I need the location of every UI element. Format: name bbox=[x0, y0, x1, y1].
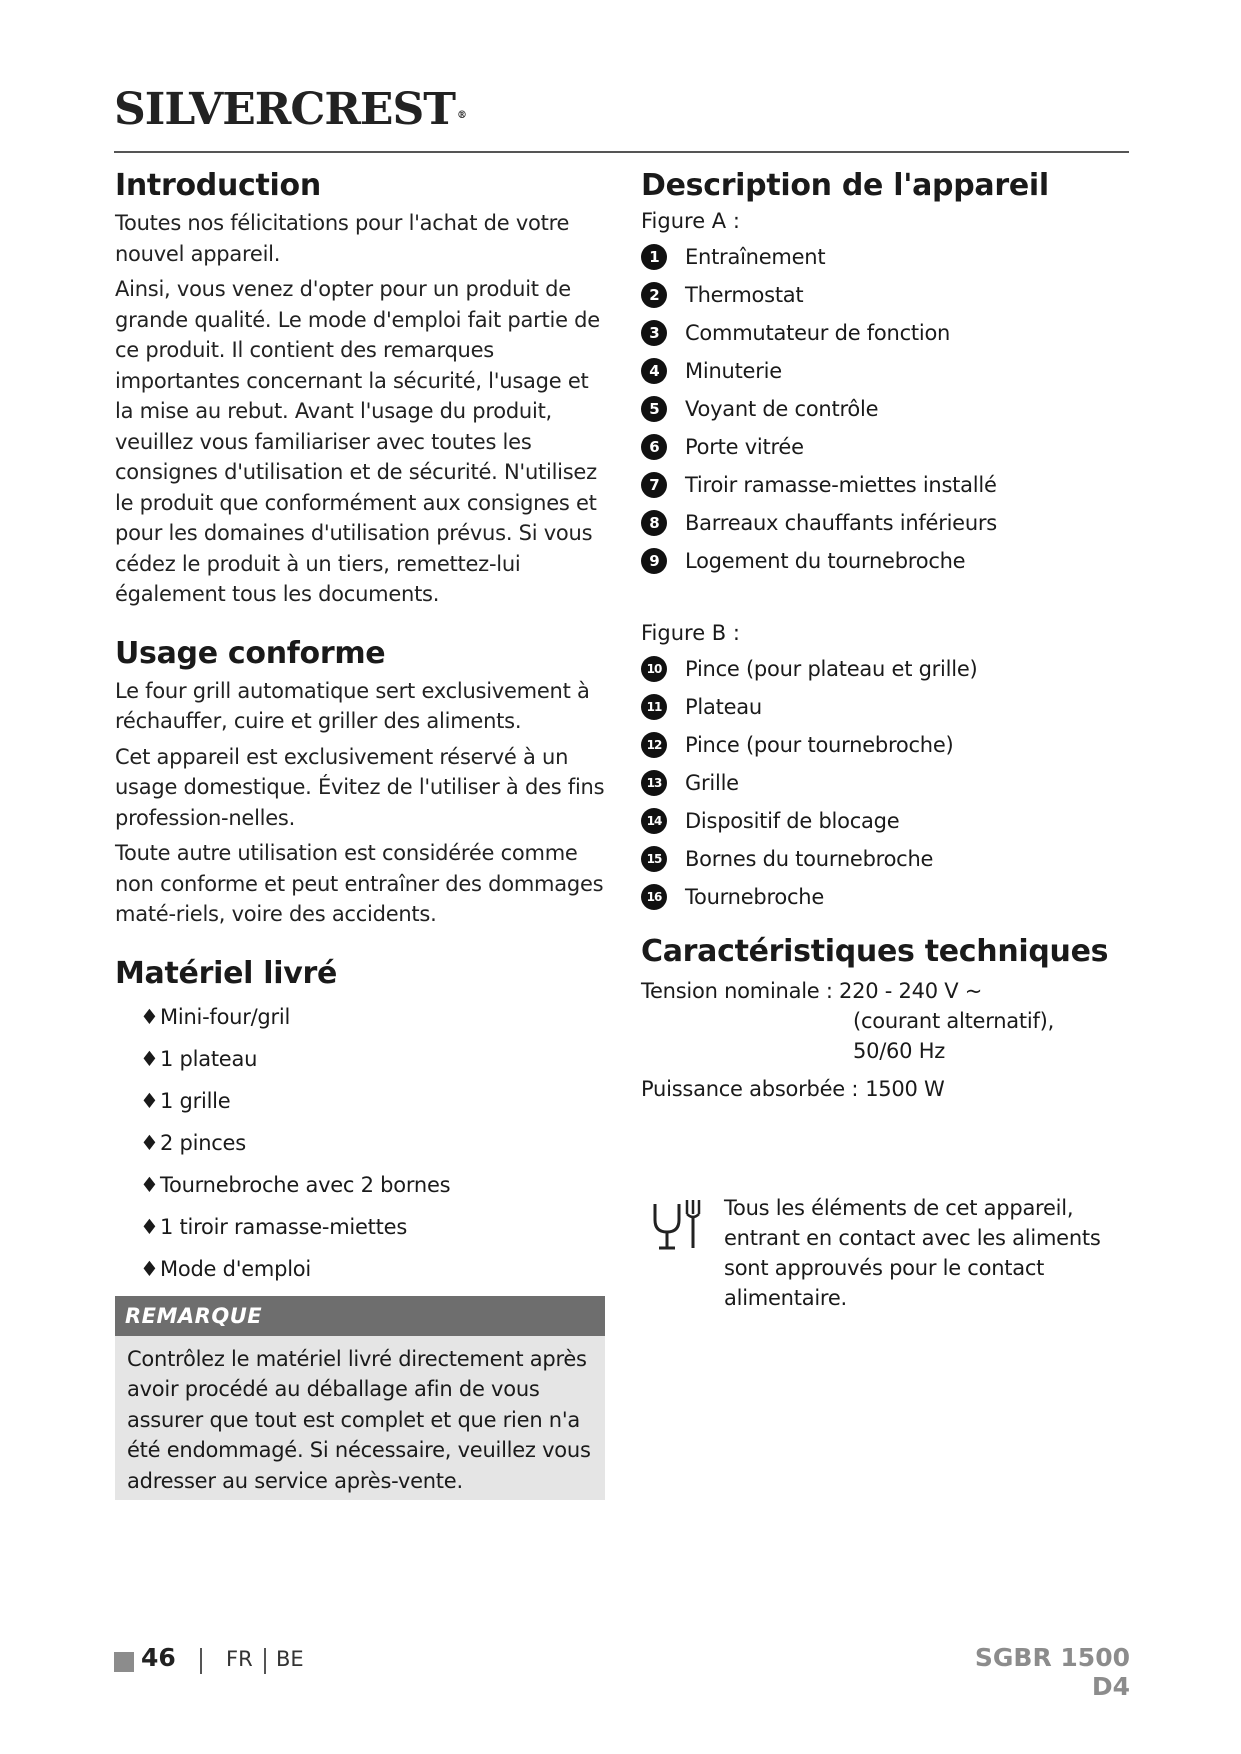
language-be: BE bbox=[276, 1647, 304, 1671]
remark-title: REMARQUE bbox=[115, 1296, 605, 1336]
usage-paragraph-2: Cet appareil est exclusivement réservé à un usage domestique. Évitez de l'utiliser à des fins profession-nelles. bbox=[115, 744, 605, 830]
part-number-badge: 1 bbox=[641, 244, 667, 270]
part-item bbox=[641, 242, 1141, 280]
language-fr: FR bbox=[226, 1647, 253, 1671]
part-number-badge: 15 bbox=[641, 846, 667, 872]
part-number-badge: 7 bbox=[641, 472, 667, 498]
page-number: 46 bbox=[141, 1643, 176, 1672]
list-item: ♦Mini-four/gril bbox=[115, 1002, 605, 1032]
food-safe-icon bbox=[651, 1190, 711, 1260]
part-label: Logement du tournebroche bbox=[685, 549, 966, 573]
part-number-badge: 11 bbox=[641, 694, 667, 720]
parts-list-b bbox=[641, 654, 1141, 920]
left-column bbox=[115, 166, 605, 1500]
part-label: Thermostat bbox=[685, 283, 804, 307]
tension-label: Tension nominale : bbox=[641, 979, 833, 1003]
part-number-badge: 5 bbox=[641, 396, 667, 422]
part-item bbox=[641, 768, 1141, 806]
part-item bbox=[641, 470, 1141, 508]
part-label: Dispositif de blocage bbox=[685, 809, 900, 833]
part-number-badge: 13 bbox=[641, 770, 667, 796]
usage-paragraph-1: Le four grill automatique sert exclusivement à réchauffer, cuire et griller des aliments. bbox=[115, 678, 590, 733]
parts-list-a bbox=[641, 242, 1141, 584]
part-item bbox=[641, 318, 1141, 356]
part-label: Pince (pour plateau et grille) bbox=[685, 657, 978, 681]
list-item: ♦2 pinces bbox=[115, 1128, 605, 1158]
part-item bbox=[641, 882, 1141, 920]
part-label: Porte vitrée bbox=[685, 435, 804, 459]
intro-paragraph-1: Toutes nos félicitations pour l'achat de votre nouvel appareil. bbox=[115, 211, 570, 266]
part-number-badge: 14 bbox=[641, 808, 667, 834]
registered-mark: ® bbox=[456, 110, 466, 121]
part-item bbox=[641, 546, 1141, 584]
logo-part-1: SILVER bbox=[114, 84, 291, 135]
specs-table bbox=[641, 976, 1141, 1104]
bullet-icon: ♦ bbox=[140, 1046, 159, 1071]
tension-value-3: 50/60 Hz bbox=[853, 1039, 946, 1063]
list-item: ♦1 grille bbox=[115, 1086, 605, 1116]
figure-a-label: Figure A : bbox=[641, 209, 740, 233]
part-label: Bornes du tournebroche bbox=[685, 847, 934, 871]
list-item: ♦Mode d'emploi bbox=[115, 1254, 605, 1284]
part-item bbox=[641, 654, 1141, 692]
part-item bbox=[641, 730, 1141, 768]
power-label: Puissance absorbée : bbox=[641, 1077, 859, 1101]
bullet-icon: ♦ bbox=[140, 1130, 159, 1155]
intro-paragraph-2: Ainsi, vous venez d'opter pour un produit de grande qualité. Le mode d'emploi fait partie de ce produit. Il contient des remarques importantes concernant la sécurité, l'usage et la mise au rebut. Avant l'usage du produit, veuillez vous familiariser avec toutes les consignes d'utilisation et de sécurité. N'utilisez le produit que conformément aux consignes et pour les domaines d'utilisation prévus. Si vous cédez le produit à un tiers, remettez-lui également tous les documents. bbox=[115, 277, 600, 606]
model-number: SGBR 1500 D4 bbox=[974, 1643, 1130, 1701]
tension-value-2: (courant alternatif), bbox=[853, 1009, 1054, 1033]
part-item bbox=[641, 356, 1141, 394]
usage-paragraph-3: Toute autre utilisation est considérée comme non conforme et peut entraîner des dommages maté-riels, voire des accidents. bbox=[115, 841, 604, 926]
footer-square-icon bbox=[114, 1652, 134, 1672]
list-item: ♦1 tiroir ramasse-miettes bbox=[115, 1212, 605, 1242]
bullet-icon: ♦ bbox=[140, 1172, 159, 1197]
part-item bbox=[641, 844, 1141, 882]
part-item bbox=[641, 394, 1141, 432]
intro-heading: Introduction bbox=[115, 168, 321, 203]
power-value: 1500 W bbox=[865, 1077, 945, 1101]
part-label: Tournebroche bbox=[685, 885, 825, 909]
part-number-badge: 12 bbox=[641, 732, 667, 758]
part-label: Barreaux chauffants inférieurs bbox=[685, 511, 997, 535]
footer-divider bbox=[200, 1648, 202, 1674]
specs-heading: Caractéristiques techniques bbox=[641, 934, 1109, 969]
part-item bbox=[641, 508, 1141, 546]
part-number-badge: 8 bbox=[641, 510, 667, 536]
part-number-badge: 16 bbox=[641, 884, 667, 910]
part-number-badge: 4 bbox=[641, 358, 667, 384]
bullet-icon: ♦ bbox=[140, 1214, 159, 1239]
materiel-heading: Matériel livré bbox=[115, 955, 338, 991]
bullet-icon: ♦ bbox=[140, 1088, 159, 1113]
part-item bbox=[641, 432, 1141, 470]
food-safe-note: Tous les éléments de cet appareil, entrant en contact avec les aliments sont approuvés pour le contact alimentaire. bbox=[724, 1196, 1101, 1310]
part-number-badge: 10 bbox=[641, 656, 667, 682]
remark-text: Contrôlez le matériel livré directement après avoir procédé au déballage afin de vous assurer que tout est complet et que rien n'a été endommagé. Si nécessaire, veuillez vous adresser au service après-vente. bbox=[127, 1346, 591, 1493]
list-item: ♦1 plateau bbox=[115, 1044, 605, 1074]
part-number-badge: 9 bbox=[641, 548, 667, 574]
usage-heading: Usage conforme bbox=[115, 635, 386, 671]
logo-part-2: CREST bbox=[290, 84, 455, 135]
brand-logo bbox=[114, 84, 466, 135]
part-item bbox=[641, 280, 1141, 318]
materiel-list bbox=[115, 1002, 605, 1284]
footer-divider bbox=[264, 1648, 266, 1674]
part-label: Plateau bbox=[685, 695, 762, 719]
part-label: Pince (pour tournebroche) bbox=[685, 733, 954, 757]
part-label: Commutateur de fonction bbox=[685, 321, 951, 345]
part-item bbox=[641, 692, 1141, 730]
part-number-badge: 2 bbox=[641, 282, 667, 308]
part-number-badge: 3 bbox=[641, 320, 667, 346]
part-label: Tiroir ramasse-miettes installé bbox=[685, 473, 997, 497]
remark-box bbox=[115, 1296, 605, 1501]
tension-value-1: 220 - 240 V ~ bbox=[839, 979, 983, 1003]
part-number-badge: 6 bbox=[641, 434, 667, 460]
part-label: Grille bbox=[685, 771, 739, 795]
description-heading: Description de l'appareil bbox=[641, 168, 1049, 203]
part-item bbox=[641, 806, 1141, 844]
part-label: Entraînement bbox=[685, 245, 826, 269]
right-column bbox=[641, 166, 1141, 1104]
part-label: Voyant de contrôle bbox=[685, 397, 879, 421]
bullet-icon: ♦ bbox=[140, 1004, 159, 1029]
list-item: ♦Tournebroche avec 2 bornes bbox=[115, 1170, 605, 1200]
header-rule bbox=[114, 151, 1129, 153]
part-label: Minuterie bbox=[685, 359, 782, 383]
figure-b-label: Figure B : bbox=[641, 621, 740, 645]
bullet-icon: ♦ bbox=[140, 1256, 159, 1281]
